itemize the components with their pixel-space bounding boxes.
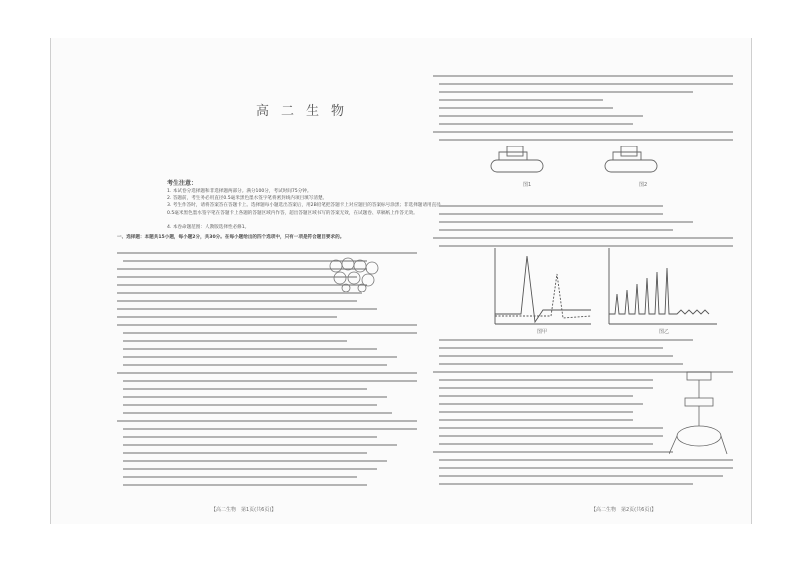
notice-block xyxy=(167,180,447,232)
figure-label-2: 图2 xyxy=(639,182,648,188)
figure-label-b: 图乙 xyxy=(659,329,670,334)
question-1-figure xyxy=(326,256,386,292)
page-title: 高二生物 xyxy=(256,104,357,119)
notice-heading: 考生注意： xyxy=(167,180,198,187)
footer-left: 【高二生物 第1页(共6页)】 xyxy=(211,507,277,513)
notice-item: 2. 答题前，考生务必用直径0.5毫米黑色墨水签字笔将密封线内项目填写清楚。 xyxy=(167,196,328,202)
notice-item: 3. 考生作答时，请将答案答在答题卡上。选择题每小题选出答案后，用2B铅笔把答题卡上对应题目的答案标号涂黑；非选择题请用直径0.5毫米黑色墨水签字笔在答题卡上各题的答题区域内作答，超出答题区域书写的答案无效，在试题卷、草稿纸上作答无效。 xyxy=(167,203,441,216)
membrane-potential-graphs xyxy=(491,244,721,334)
galvanometer-figure xyxy=(489,146,689,190)
section-heading: 一、选择题：本题共15小题，每小题2分，共30分。在每小题给出的四个选项中，只有一项是符合题目要求的。 xyxy=(117,235,345,240)
exam-sheet xyxy=(50,38,752,524)
regulation-diagram xyxy=(669,370,729,466)
figure-label-1: 图1 xyxy=(523,182,532,188)
notice-item: 1. 本试卷分选择题和非选择题两部分。满分100分，考试时间75分钟。 xyxy=(167,189,312,194)
footer-right: 【高二生物 第2页(共6页)】 xyxy=(591,507,657,513)
notice-item: 4. 本卷命题范围：人教版选择性必修1。 xyxy=(167,225,250,231)
figure-label-a: 图甲 xyxy=(537,329,548,334)
